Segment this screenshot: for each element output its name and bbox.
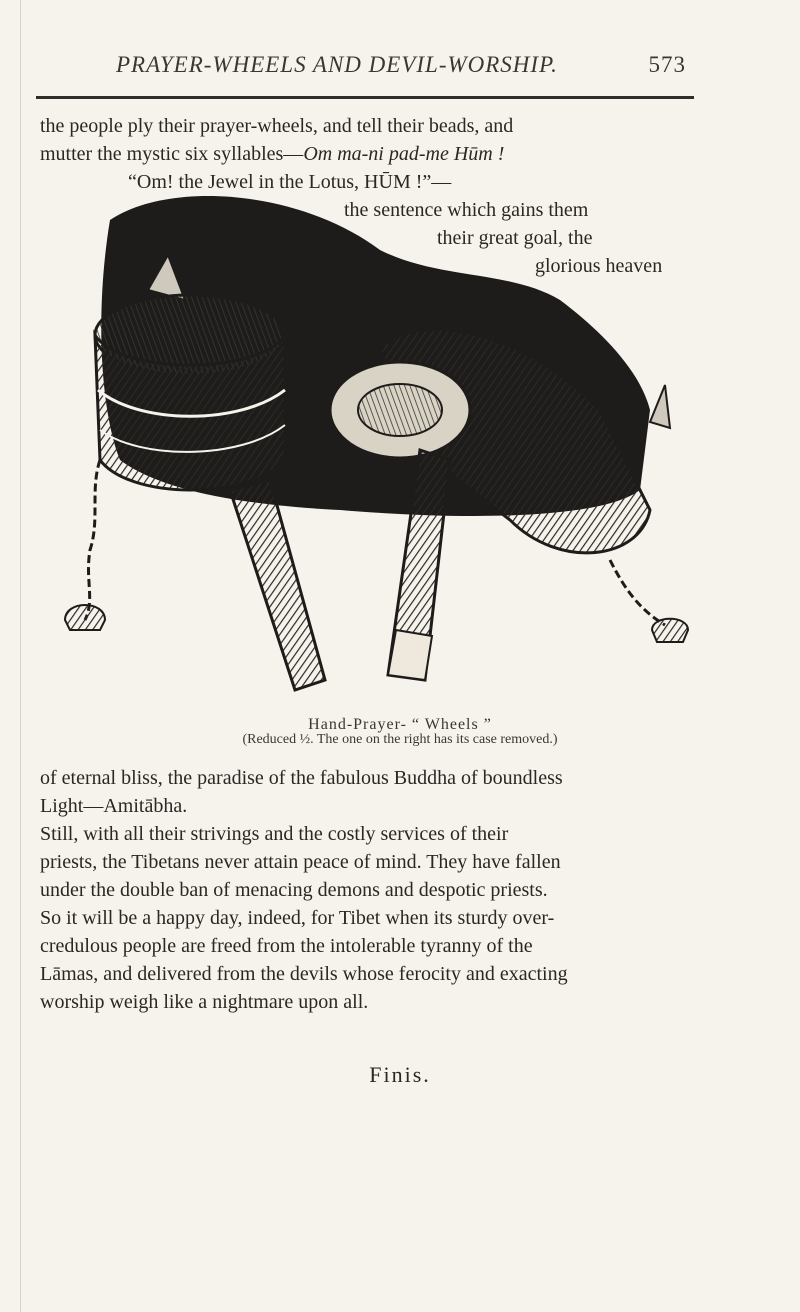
text-line: Lāmas, and delivered from the devils whose ferocity and exacting <box>40 963 568 985</box>
running-head <box>116 48 686 82</box>
text-line: the people ply their prayer-wheels, and tell their beads, and <box>40 115 514 137</box>
left-wheel-chain <box>85 460 100 620</box>
prayer-wheels-illustration <box>40 160 740 705</box>
text-line: priests, the Tibetans never attain peace of mind. They have fallen <box>40 851 561 873</box>
right-wheel-chain <box>610 560 665 625</box>
text-line: So it will be a happy day, indeed, for Tibet when its sturdy over- <box>40 907 555 929</box>
left-wheel-weight <box>65 605 105 630</box>
text-line: Still, with all their strivings and the costly services of their <box>40 823 509 845</box>
finis-label: Finis. <box>369 1062 431 1087</box>
running-title: PRAYER-WHEELS AND DEVIL-WORSHIP. <box>116 52 558 77</box>
figure-caption-title: Hand-Prayer- “ Wheels ” <box>308 716 492 733</box>
text-line: worship weigh like a nightmare upon all. <box>40 991 369 1013</box>
text-line: Light—Amitābha. <box>40 795 188 817</box>
right-wheel-weight <box>652 619 688 642</box>
page-number: 573 <box>648 52 686 77</box>
text-line: under the double ban of menacing demons and despotic priests. <box>40 879 548 901</box>
figure-caption-note: (Reduced ½. The one on the right has its case removed.) <box>242 732 558 747</box>
text-line: the sentence which gains them <box>344 199 589 221</box>
text-line: “Om! the Jewel in the Lotus, HŪM !”— <box>128 171 452 193</box>
text-line: their great goal, the <box>437 227 593 249</box>
page-edge <box>20 0 21 1312</box>
text-line: credulous people are freed from the intolerable tyranny of the <box>40 935 533 957</box>
text-line: of eternal bliss, the paradise of the fabulous Buddha of boundless <box>40 767 563 789</box>
header-rule <box>36 96 694 99</box>
left-wheel-handle <box>230 480 325 690</box>
text-line: glorious heaven <box>535 255 663 277</box>
right-wheel-finial <box>650 385 670 428</box>
mantra-text: Om ma-ni pad-me Hūm ! <box>303 143 505 165</box>
text-line-prefix: mutter the mystic six syllables— <box>40 143 304 165</box>
